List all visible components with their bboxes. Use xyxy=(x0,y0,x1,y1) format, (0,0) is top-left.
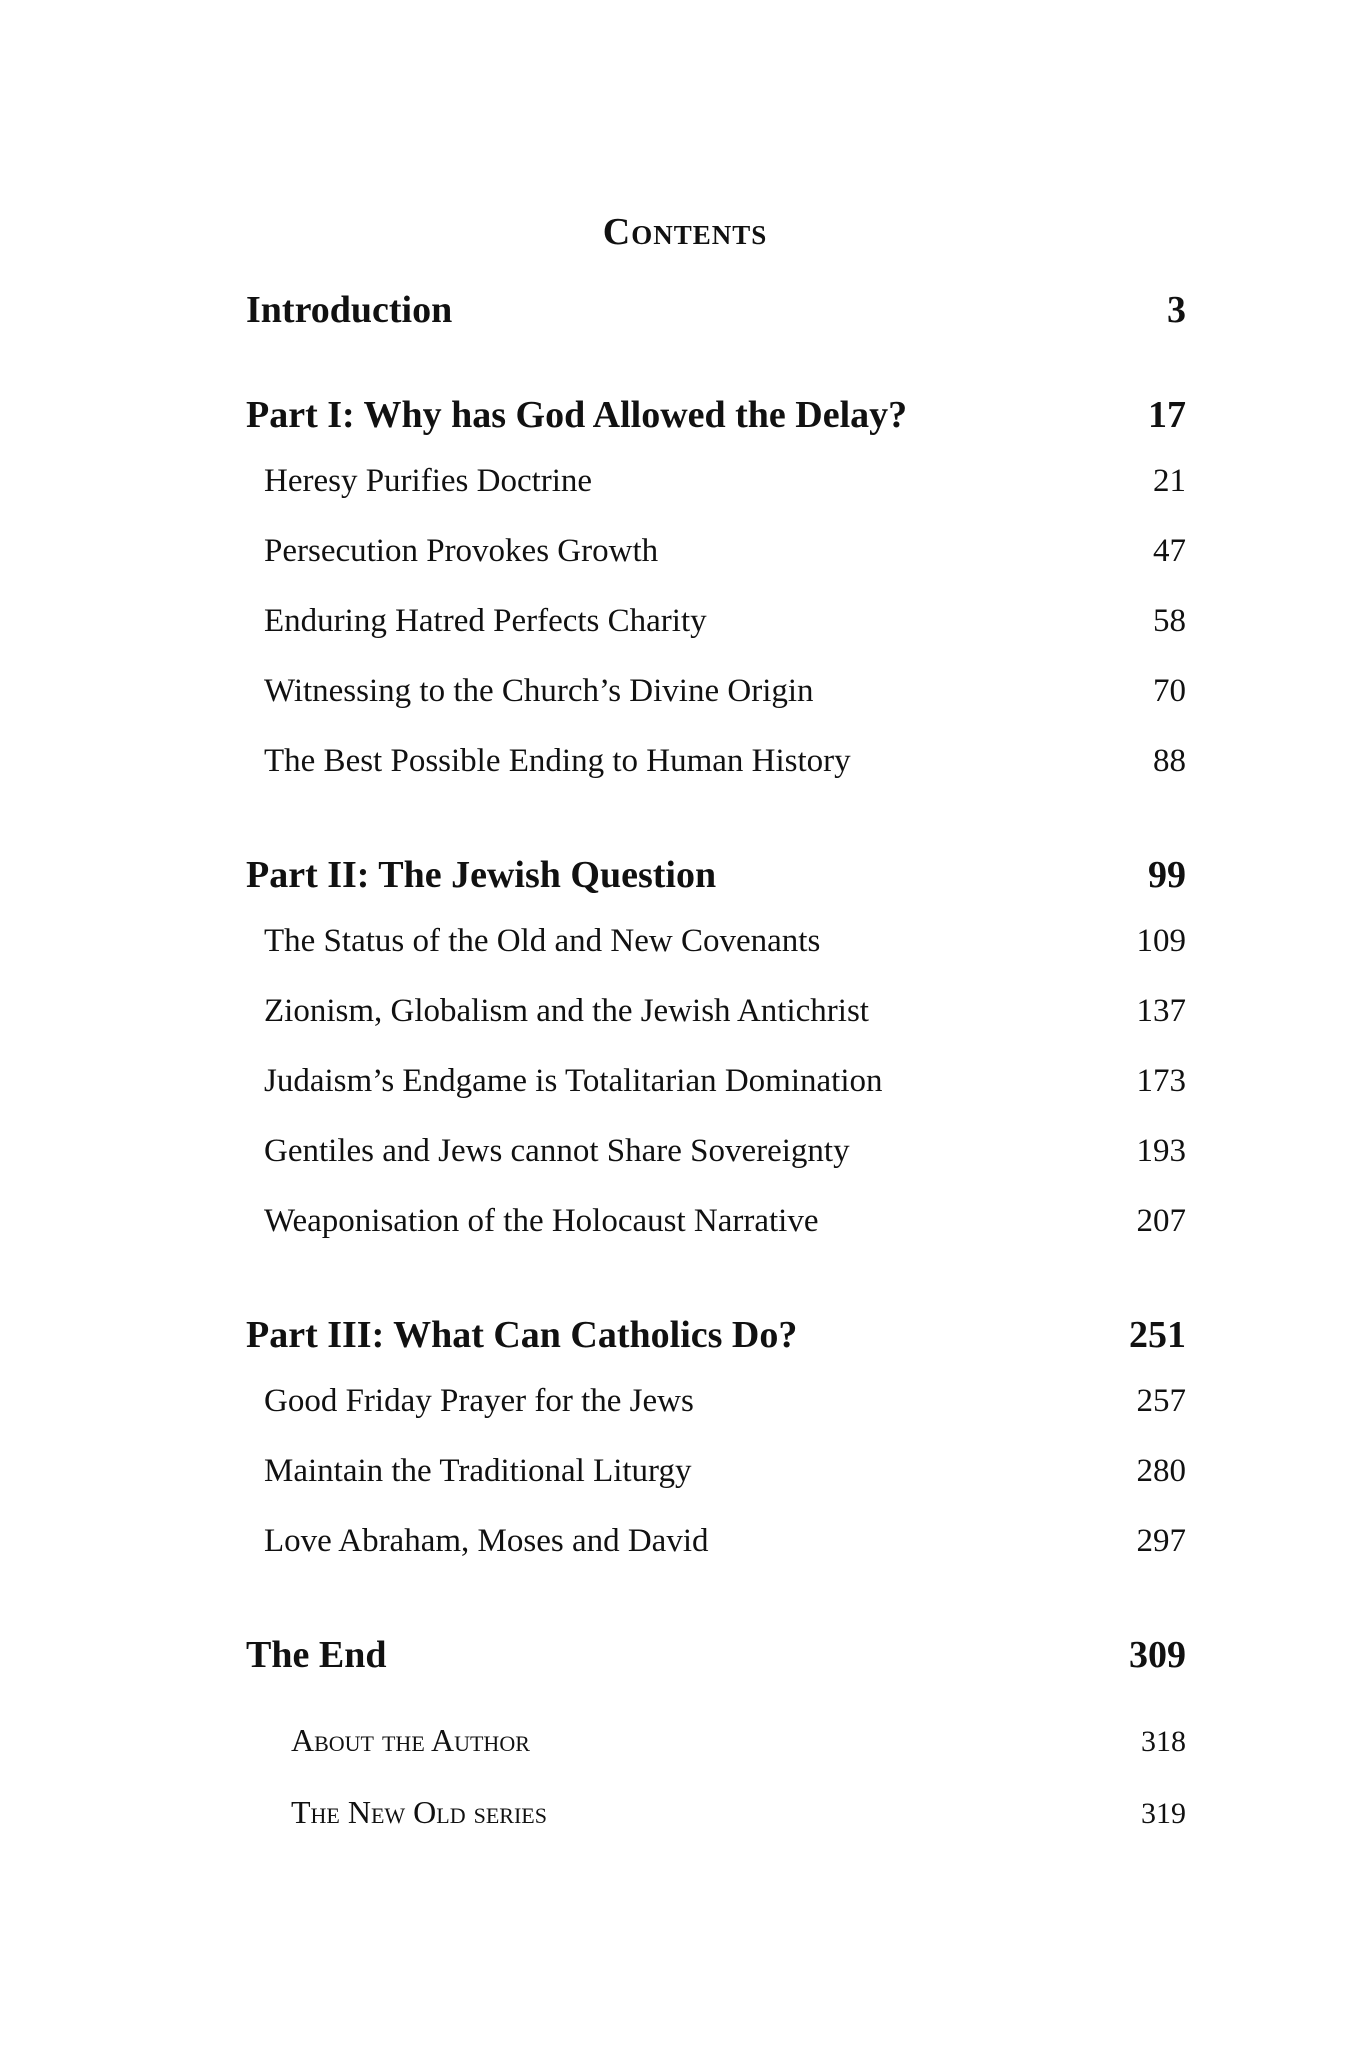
toc-entry-chapter[interactable] xyxy=(264,1063,1186,1100)
toc-entry-label: The End xyxy=(246,1634,387,1676)
toc-entry-page: 319 xyxy=(1141,1797,1186,1830)
toc-entry-label: Heresy Purifies Doctrine xyxy=(264,463,593,499)
toc-entry-chapter[interactable] xyxy=(264,1383,1186,1420)
toc-entry-page: 257 xyxy=(1136,1383,1186,1419)
toc-entry-the-end[interactable] xyxy=(246,1633,1186,1677)
toc-entry-chapter[interactable] xyxy=(264,993,1186,1030)
toc-entry-label: Witnessing to the Church’s Divine Origin xyxy=(264,673,814,709)
page-title: Contents xyxy=(602,211,768,253)
toc-entry-series[interactable] xyxy=(291,1794,1186,1831)
toc-entry-page: 318 xyxy=(1141,1725,1186,1758)
toc-entry-label: Persecution Provokes Growth xyxy=(264,533,659,569)
toc-entry-label: Gentiles and Jews cannot Share Sovereignty xyxy=(264,1133,850,1169)
toc-entry-page: 99 xyxy=(1148,854,1186,896)
toc-entry-page: 70 xyxy=(1153,673,1186,709)
toc-entry-chapter[interactable] xyxy=(264,1523,1186,1560)
toc-entry-chapter[interactable] xyxy=(264,533,1186,570)
toc-entry-label: Introduction xyxy=(246,289,453,331)
toc-entry-page: 193 xyxy=(1136,1133,1186,1169)
toc-entry-label: Part I: Why has God Allowed the Delay? xyxy=(246,394,908,436)
toc-entry-label: The New Old series xyxy=(291,1794,547,1830)
toc-entry-introduction[interactable] xyxy=(246,288,1186,332)
toc-entry-chapter[interactable] xyxy=(264,603,1186,640)
toc-entry-label: The Best Possible Ending to Human History xyxy=(264,743,851,779)
toc-entry-label: Weaponisation of the Holocaust Narrative xyxy=(264,1203,819,1239)
toc-entry-label: The Status of the Old and New Covenants xyxy=(264,923,821,959)
toc-entry-page: 58 xyxy=(1153,603,1186,639)
toc-entry-page: 207 xyxy=(1136,1203,1186,1239)
toc-entry-part-2[interactable] xyxy=(246,853,1186,897)
toc-entry-page: 297 xyxy=(1136,1523,1186,1559)
toc-entry-chapter[interactable] xyxy=(264,463,1186,500)
toc-entry-page: 251 xyxy=(1129,1314,1186,1356)
toc-entry-chapter[interactable] xyxy=(264,1203,1186,1240)
toc-entry-label: Part III: What Can Catholics Do? xyxy=(246,1314,798,1356)
toc-entry-page: 280 xyxy=(1136,1453,1186,1489)
toc-entry-label: Zionism, Globalism and the Jewish Antichrist xyxy=(264,993,869,1029)
toc-entry-page: 309 xyxy=(1129,1634,1186,1676)
toc-entry-page: 3 xyxy=(1167,289,1186,331)
toc-entry-label: Judaism’s Endgame is Totalitarian Domination xyxy=(264,1063,883,1099)
toc-entry-page: 137 xyxy=(1136,993,1186,1029)
toc-entry-label: Part II: The Jewish Question xyxy=(246,854,717,896)
toc-entry-chapter[interactable] xyxy=(264,743,1186,780)
toc-entry-label: Enduring Hatred Perfects Charity xyxy=(264,603,707,639)
toc-entry-chapter[interactable] xyxy=(264,1133,1186,1170)
toc-entry-page: 17 xyxy=(1148,394,1186,436)
toc-entry-part-1[interactable] xyxy=(246,393,1186,437)
toc-entry-page: 88 xyxy=(1153,743,1186,779)
toc-entry-label: Love Abraham, Moses and David xyxy=(264,1523,709,1559)
toc-entry-chapter[interactable] xyxy=(264,1453,1186,1490)
toc-entry-about-author[interactable] xyxy=(291,1722,1186,1759)
toc-entry-label: About the Author xyxy=(291,1722,530,1758)
toc-entry-page: 21 xyxy=(1153,463,1186,499)
toc-entry-chapter[interactable] xyxy=(264,673,1186,710)
toc-entry-page: 173 xyxy=(1136,1063,1186,1099)
toc-entry-chapter[interactable] xyxy=(264,923,1186,960)
toc-entry-page: 109 xyxy=(1136,923,1186,959)
toc-entry-label: Maintain the Traditional Liturgy xyxy=(264,1453,692,1489)
toc-entry-part-3[interactable] xyxy=(246,1313,1186,1357)
toc-entry-label: Good Friday Prayer for the Jews xyxy=(264,1383,694,1419)
toc-entry-page: 47 xyxy=(1153,533,1186,569)
